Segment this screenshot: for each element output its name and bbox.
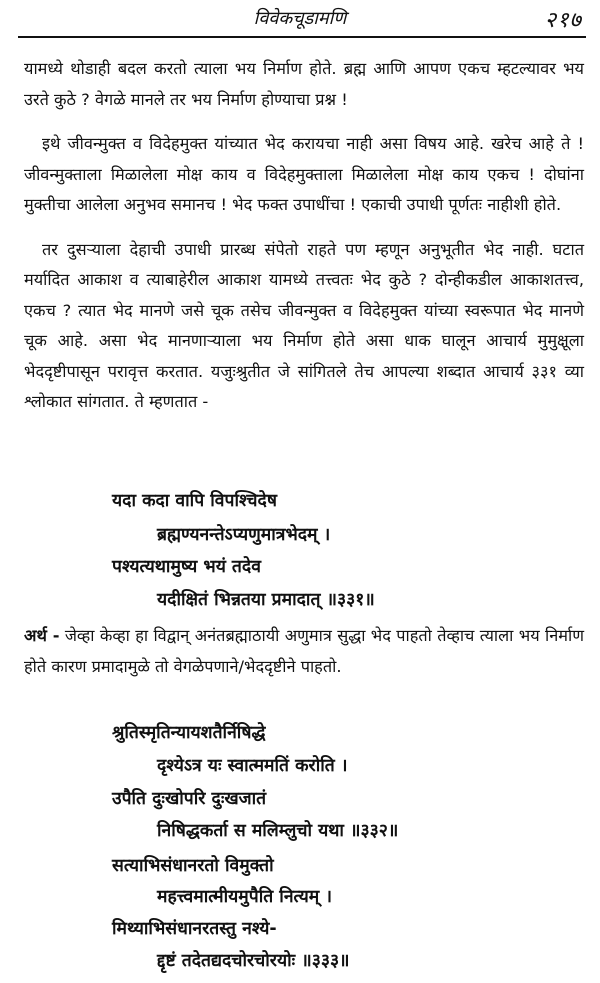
verse-331-line-4: यदीक्षितं भिन्नतया प्रमादात् ॥३३१॥ [157, 590, 375, 610]
running-header-title: विवेकचूडामणि [253, 8, 347, 29]
header-divider [18, 36, 586, 38]
verse-332-line-2: दृश्येऽत्र यः स्वात्ममतिं करोति । [157, 756, 348, 776]
paragraph-1: यामध्ये थोडाही बदल करतो त्याला भय निर्माण होते. ब्रह्म आणि आपण एकच म्हटल्यावर भय उरते कुठे ? वेगळे मानले तर भय निर्माण होण्याचा प्रश्न ! [24, 59, 584, 109]
verse-331-line-3: पश्यत्यथामुष्य भयं तदेव [112, 557, 261, 577]
commentary-text [24, 54, 584, 418]
meaning-label: अर्थ - [24, 626, 60, 645]
verse-333-line-4: द्दृष्टं तदेतद्यदचोरचोरयोः ॥३३३॥ [157, 951, 350, 971]
paragraph-2: इथे जीवन्मुक्त व विदेहमुक्त यांच्यात भेद करायचा नाही असा विषय आहे. खरेच आहे ते ! जीवन्मुक्ताला मिळालेला मोक्ष काय व विदेहमुक्ताला मिळालेला मोक्ष काय एकच ! दोघांना मुक्तीचा आलेला अनुभव समानच ! भेद फक्त उपाधींचा ! एकाची उपाधी पूर्णतः नाहीशी होते. [24, 134, 584, 214]
verse-332-line-4: निषिद्धकर्ता स मलिम्लुचो यथा ॥३३२॥ [157, 821, 399, 841]
verse-333-line-3: मिथ्याभिसंधानरतस्तु नश्ये- [112, 919, 277, 939]
verse-332-line-1: श्रुतिस्मृतिन्यायशतैर्निषिद्धे [112, 723, 266, 743]
meaning-text: जेव्हा केव्हा हा विद्वान् अनंतब्रह्माठायी अणुमात्र सुद्धा भेद पाहतो तेव्हाच त्याला भय निर्माण होते कारण प्रमादामुळे तो वेगळेपणाने/भेददृष्टीने पाहतो. [24, 626, 584, 676]
verse-333-line-2: महत्त्वमात्मीयमुपैति नित्यम् । [157, 887, 332, 907]
verse-331-line-1: यदा कदा वापि विपश्चिदेष [112, 491, 277, 511]
verse-332-line-3: उपैति दुःखोपरि दुःखजातं [112, 789, 267, 809]
meaning-block [24, 621, 584, 682]
paragraph-3: तर दुसऱ्याला देहाची उपाधी प्रारब्ध संपेतो राहते पण म्हणून अनुभूतीत भेद नाही. घटात मर्यादित आकाश व त्याबाहेरील आकाश यामध्ये तत्त्वतः भेद कुठे ? दोन्हीकडील आकाशतत्त्व, एकच ? त्यात भेद मानणे जसे चूक तसेच जीवन्मुक्त व विदेहमुक्त यांच्या स्वरूपात भेद मानणे चूक आहे. असा भेद मानणाऱ्याला भय निर्माण होते असा धाक घालून आचार्य मुमुक्षूला भेददृष्टीपासून परावृत्त करतात. यजुःश्रुतीत जे सांगितले तेच आपल्या शब्दात आचार्य ३३१ व्या श्लोकात सांगतात. ते म्हणतात - [24, 239, 584, 411]
verse-333-line-1: सत्याभिसंधानरतो विमुक्तो [112, 856, 274, 876]
verse-331-line-2: ब्रह्मण्यनन्तेऽप्यणुमात्रभेदम् । [157, 525, 331, 545]
page-number: २१७ [544, 8, 582, 33]
